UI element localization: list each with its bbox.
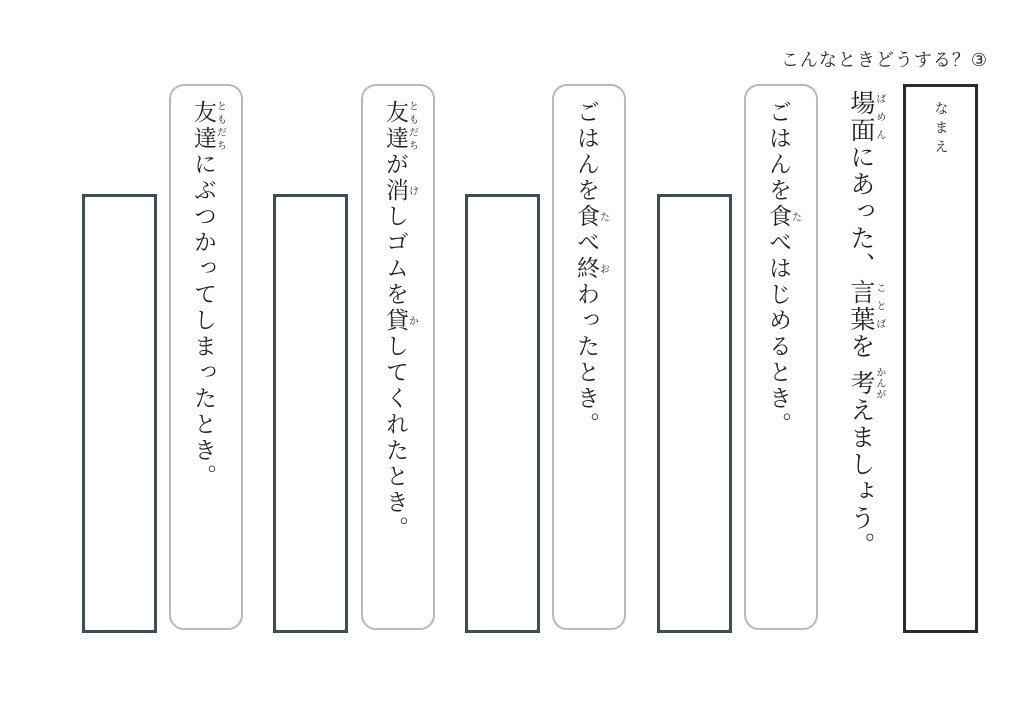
prompt-text-3: 友達ともだちが消けしゴムを貸かしてくれたとき。 [381, 100, 418, 542]
prompt-card-4 [169, 84, 243, 630]
prompt-text-1: ごはんを食たべはじめるとき。 [764, 100, 801, 438]
answer-box-1[interactable] [657, 194, 732, 633]
instruction-text: 場面ばめんにあった、言葉ことばを 考かんがえましょう。 [846, 90, 885, 559]
instruction-column [828, 84, 902, 629]
prompt-card-2 [552, 84, 626, 630]
name-box-label: なまえ [932, 101, 949, 158]
answer-box-4[interactable] [82, 194, 157, 633]
name-box[interactable] [903, 84, 978, 633]
prompt-card-3 [361, 84, 435, 630]
page-title: こんなときどうする？③ [780, 50, 988, 71]
prompt-card-1 [744, 84, 818, 630]
prompt-text-2: ごはんを食たべ終おわったとき。 [572, 100, 609, 438]
prompt-text-4: 友達ともだちにぶつかってしまったとき。 [189, 100, 226, 490]
answer-box-2[interactable] [465, 194, 540, 633]
answer-box-3[interactable] [273, 194, 348, 633]
